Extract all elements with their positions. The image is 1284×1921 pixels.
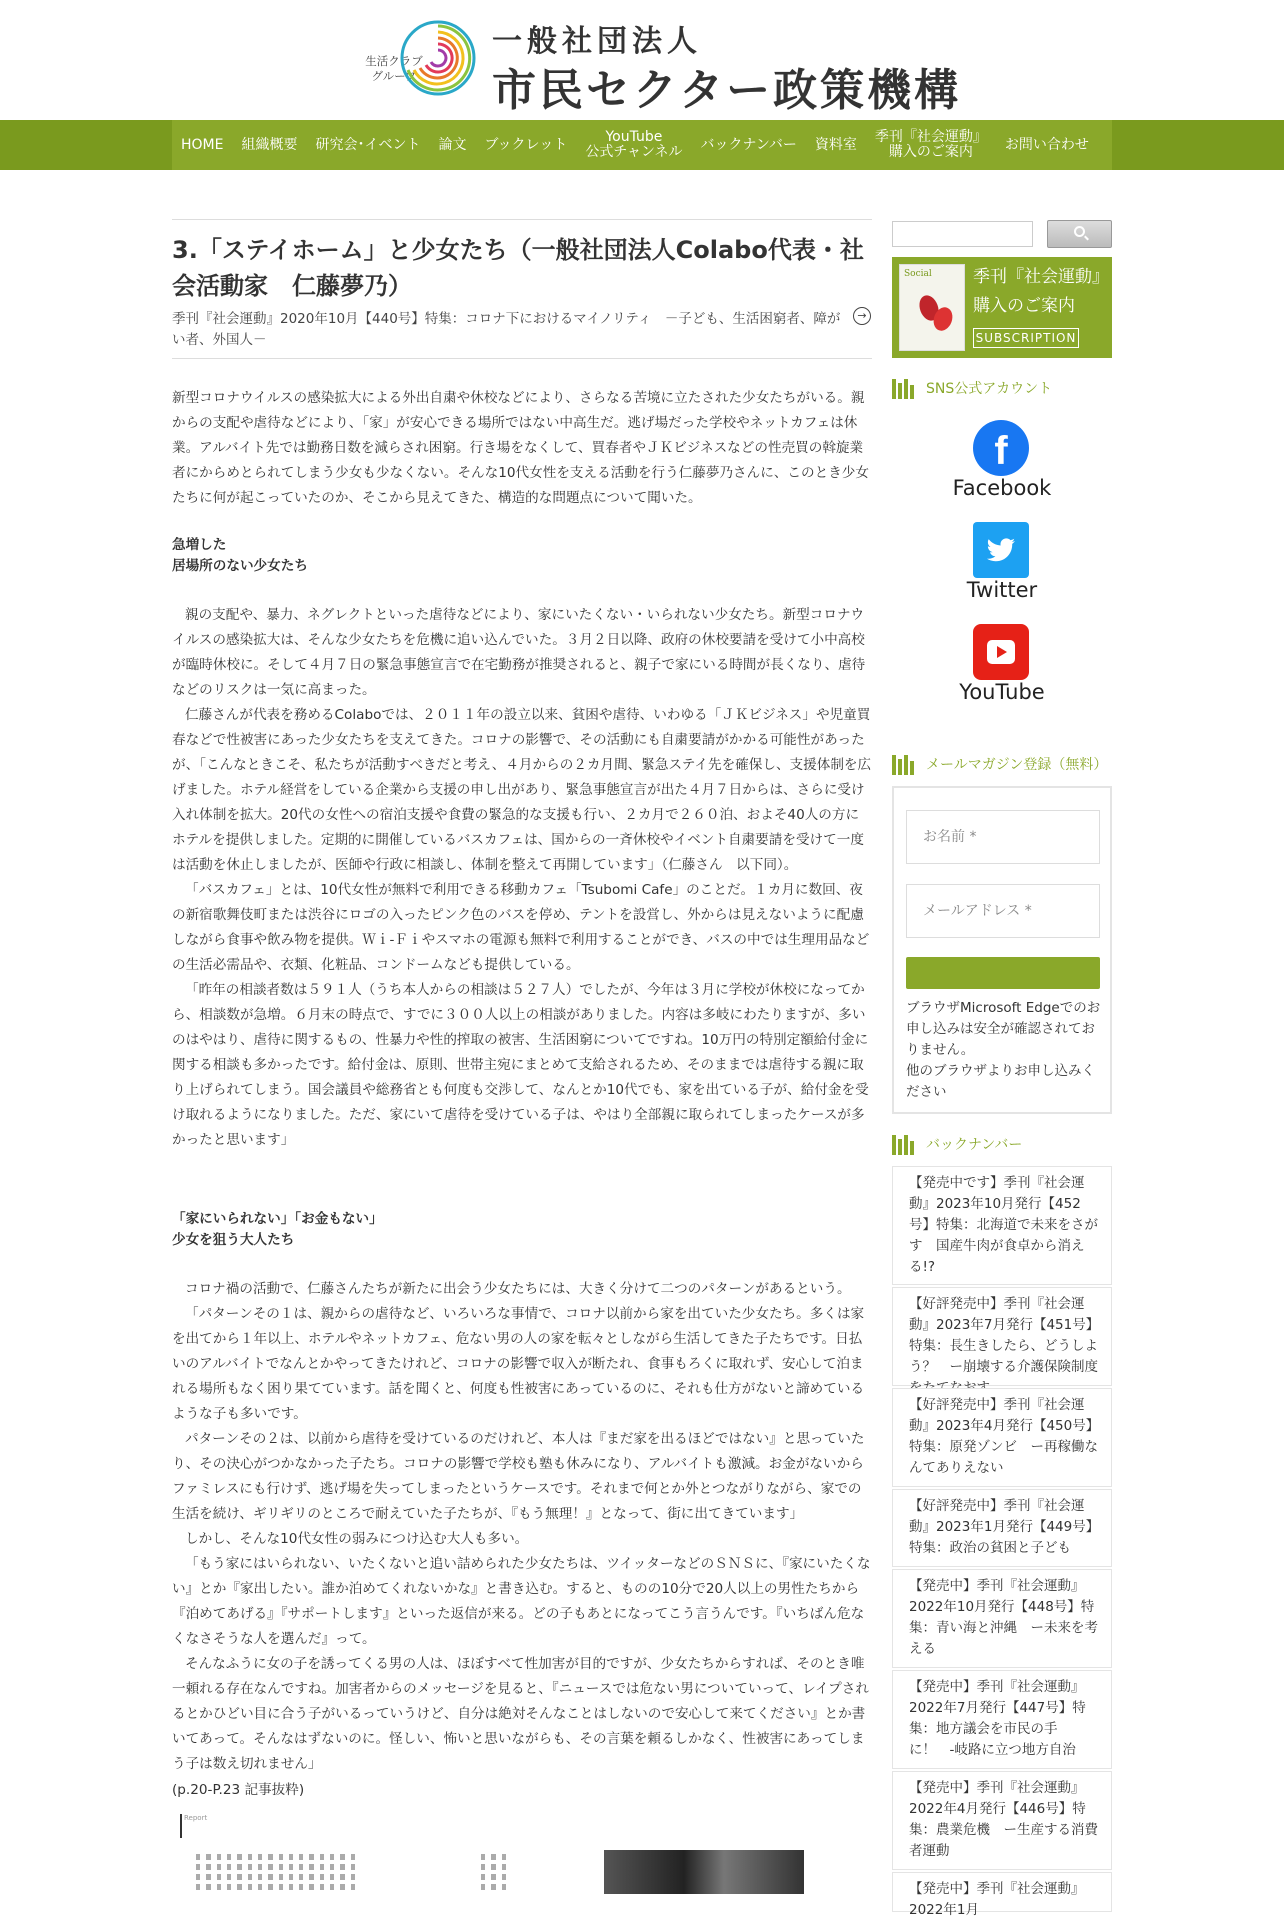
back-number-item[interactable]: 【好評発売中】季刊『社会運動』2023年7月発行【451号】特集：長生きしたら、どうしよう？ ー崩壊する介護保険制度	[892, 1287, 1112, 1386]
article-top-divider	[172, 219, 872, 220]
name-field[interactable]: お名前 *	[906, 810, 1100, 864]
source-note	[172, 1780, 872, 1800]
site-header	[0, 0, 1284, 120]
sns-widget-title	[892, 378, 1052, 400]
back-number-item[interactable]: 【発売中】季刊『社会運動』2022年10月発行【448号】特集：青い海と沖縄 ー未来を考える	[892, 1569, 1112, 1668]
scan-bracket	[180, 1814, 182, 1838]
youtube-label: YouTube	[959, 680, 1045, 704]
back-number-title-text: バックナンバー	[926, 1137, 1023, 1153]
group-label-line1: 生活クラブ	[365, 54, 423, 68]
rings-logo-icon	[398, 18, 478, 98]
search-button[interactable]	[1047, 220, 1112, 248]
nav-item-8[interactable]: 季刊『社会運動』 購入のご案内	[874, 129, 987, 160]
main-nav	[0, 120, 1284, 170]
nav-item-3[interactable]: 論文	[438, 136, 467, 153]
article-lead	[172, 386, 872, 511]
browser-notice: ブラウザMicrosoft Edgeでのお申し込みは安全が確認されておりません。 他のブラウザよりお申し込みください	[906, 1000, 1101, 1100]
back-number-item[interactable]: 【発売中です】季刊『社会運動』2023年10月発行【452号】特集：北海道で未来をさがす 国産牛肉が食卓から消える!?	[892, 1166, 1112, 1285]
org-name[interactable]: 市民セクター政策機構	[492, 65, 962, 116]
section2-paragraph: しかし、そんな10代女性の弱みにつけ込む大人も多い。	[185, 1531, 529, 1547]
back-number-item[interactable]: 【発売中】季刊『社会運動』2022年4月発行【446号】特集：農業危機 ー生産する消費者運動	[892, 1771, 1112, 1870]
main-nav-inner	[172, 120, 1112, 170]
twitter-label: Twitter	[966, 578, 1038, 602]
subscription-text	[973, 263, 1109, 321]
subscription-line1: 季刊『社会運動』	[973, 267, 1109, 287]
books-icon	[892, 379, 918, 399]
section-heading-2-line1: 「家にいられない」「お金もない」	[172, 1211, 383, 1227]
sns-widget-title-text: SNS公式アカウント	[926, 381, 1053, 397]
back-number-item[interactable]: 【発売中】季刊『社会運動』2022年7月発行【447号】特集：地方議会を市民の手に！ -岐路に立つ地方自治	[892, 1670, 1112, 1769]
nav-item-7[interactable]: 資料室	[814, 136, 857, 153]
newsletter-form	[892, 786, 1112, 1114]
group-label-line2: グループ	[371, 69, 417, 83]
article-section-1	[172, 603, 872, 1153]
back-number-item[interactable]: 【好評発売中】季刊『社会運動』2023年1月発行【449号】特集：政治の貧困と子ども	[892, 1489, 1112, 1567]
section2-paragraph: そんなふうに女の子を誘ってくる男の人は、ほぼすべて性加害が目的ですが、少女たちからすれば、そのとき唯一頼れる存在なんですね。加害者からのメッセージを見ると、『ニュースでは危ない男についていって、レイプされるとかひどい目に合う子がいるっていうけど、自分は絶対そんなことはしないので安心して来てください』とか書いてあって。そんなはずないのに。怪しい、怖いと思いながらも、その言葉を頼るしかなく、性被害にあってしまう子は数え切れません」	[172, 1656, 869, 1772]
magazine-cover-image	[899, 264, 965, 351]
subscription-line2: 購入のご案内	[973, 296, 1075, 316]
newsletter-submit-button[interactable]	[906, 957, 1100, 989]
books-icon	[892, 755, 918, 775]
section1-paragraph: 「昨年の相談者数は５９１人（うち本人からの相談は５２７人）でしたが、今年は３月に学校が休校になってから、相談数が急増。６月末の時点で、すでに３００人以上の相談がありました。内容は多岐にわたりますが、多いのはやはり、虐待に関するもの、性暴力や性的搾取の被害、生活困窮についてですね。10万円の特別定額給付金に関する相談も多かったです。給付金は、原則、世帯主宛にまとめて支給されるため、そのままでは虐待する親に取り上げられてしまう。国会議員や総務省とも何度も交渉して、なんとか10代でも、家を出ている子が、給付金を受け取れるようになりました。ただ、家にいて虐待を受けている子は、やはり全部親に取られてしまったケースが多かったと思います」	[172, 982, 869, 1148]
nav-item-0[interactable]: HOME	[181, 136, 224, 153]
section1-paragraph: 「バスカフェ」とは、10代女性が無料で利用できる移動カフェ「Tsubomi Cafe」のことだ。１カ月に数回、夜の新宿歌舞伎町または渋谷にロゴの入ったピンク色のバスを停め、テントを設営し、外からは見えないように配慮しながら食事や飲み物を提供。Ｗｉ-Ｆｉやスマホの電源も無料で利用することができ、バスの中では生理用品などの生活必需品や、衣類、化粧品、コンドームなども提供している。	[172, 882, 870, 973]
subscription-badge: SUBSCRIPTION	[973, 328, 1079, 348]
books-icon	[892, 1135, 918, 1155]
section1-paragraph: 親の支配や、暴力、ネグレクトといった虐待などにより、家にいたくない・いられない少女たち。新型コロナウイルスの感染拡大は、そんな少女たちを危機に追い込んでいた。３月２日以降、政府の休校要請を受けて小中高校が臨時休校に。そして４月７日の緊急事態宣言で在宅勤務が推奨されると、親子で家にいる時間が長くなり、虐待などのリスクは一気に高まった。	[172, 607, 866, 698]
mail-widget-title	[892, 754, 1107, 776]
section1-paragraph: 仁藤さんが代表を務めるColaboでは、２０１１年の設立以来、貧困や虐待、いわゆる「ＪＫビジネス」や児童買春などで性被害にあった少女たちを支えてきた。コロナの影響で、その活動にも自粛要請がかかる可能性があったが、「こんなときこそ、私たちが活動すべきだと考え、４月からの２カ月間、緊急ステイ先を確保し、支援体制を広げました。ホテル経営をしている企業から支援の申し出があり、緊急事態宣言が出た４月７日からは、さらに受け入れ体制を拡大。20代の女性への宿泊支援や食費の緊急的な支援も行い、２カ月で２６０泊、およそ40人の方にホテルを提供しました。定期的に開催しているバスカフェは、国からの一斉休校やイベント自粛要請を受けて一度は活動を休止しましたが、医師や行政に相談し、体制を整えて再開しています」（仁藤さん 以下同）。	[172, 707, 872, 873]
article-scan-image	[172, 1806, 872, 1894]
scan-vertical-text	[196, 1854, 506, 1894]
section2-paragraph: 「パターンその１は、親からの虐待など、いろいろな事情で、コロナ以前から家を出ていた少女たち。多くは家を出てから１年以上、ホテルやネットカフェ、危ない男の人の家を転々としながら生活してきた子たちです。日払いのアルバイトでなんとかやってきたけれど、コロナの影響で収入が断たれ、食事もろくに取れず、安心して泊まれる場所もなく困り果てています。話を聞くと、何度も性被害にあっているのに、それも仕方がないと諦めているような子も多いです。	[172, 1306, 865, 1422]
article-title: 3.「ステイホーム」と少女たち（一般社団法人Colabo代表・社会活動家 仁藤夢乃）	[172, 236, 864, 300]
facebook-label: Facebook	[952, 476, 1052, 500]
subscription-banner[interactable]	[892, 257, 1112, 358]
section2-paragraph: コロナ禍の活動で、仁藤さんたちが新たに出会う少女たちには、大きく分けて二つのパターンがあるという。	[185, 1281, 851, 1297]
section-heading-1-line1: 急増した	[172, 537, 227, 553]
back-number-item[interactable]: 【好評発売中】季刊『社会運動』2023年4月発行【450号】特集：原発ゾンビ ー再稼働なんてありえない	[892, 1388, 1112, 1487]
article-category-link[interactable]: 季刊『社会運動』2020年10月【440号】特集：コロナ下におけるマイノリティ －子ども、生活困窮者、障がい者、外国人－	[172, 311, 841, 348]
source-note-text: (p.20-P.23 記事抜粋)	[172, 1782, 305, 1798]
article-section-2	[172, 1277, 872, 1777]
magazine-title: Social	[904, 269, 932, 279]
mail-widget-title-text: メールマガジン登録（無料）	[926, 757, 1108, 773]
section-heading-1-line2: 居場所のない少女たち	[172, 558, 308, 574]
section2-paragraph: パターンその２は、以前から虐待を受けているのだけれど、本人は『まだ家を出るほどではない』と思っていたり、その決心がつかなかった子たち。コロナの影響で学校も塾も休みになり、アルバイトも激減。お金がないからファミレスにも行けず、逃げ場を失ってしまったというケースです。それまで何とか外とつながりながら、家での生活を続け、ギリギリのところで耐えていた子たちが、『もう無理！』となって、街に出てきています」	[172, 1431, 865, 1522]
back-number-widget-title	[892, 1134, 1022, 1156]
nav-item-5[interactable]: YouTube 公式チャンネル	[585, 129, 683, 160]
section-heading-1	[172, 535, 872, 577]
scan-photo	[604, 1850, 804, 1894]
scan-report-label: Report	[184, 1814, 208, 1822]
youtube-icon	[973, 624, 1029, 680]
search-input[interactable]	[892, 221, 1033, 247]
email-field[interactable]: メールアドレス *	[906, 884, 1100, 938]
meta-divider	[172, 358, 872, 359]
arrow-circle-right-icon[interactable]: →	[853, 307, 871, 325]
section-heading-2	[172, 1209, 872, 1251]
nav-item-9[interactable]: お問い合わせ	[1004, 136, 1089, 153]
twitter-icon	[973, 522, 1029, 578]
section-heading-2-line2: 少女を狙う大人たち	[172, 1232, 295, 1248]
org-subtitle: 一般社団法人	[492, 24, 702, 59]
nav-item-6[interactable]: バックナンバー	[700, 136, 797, 153]
section2-paragraph: 「もう家にはいられない、いたくないと追い詰められた少女たちは、ツイッターなどのＳＮＳに、『家にいたくない』とか『家出したい。誰か泊めてくれないかな』と書き込む。すると、ものの10分で20人以上の男性たちから『泊めてあげる』『サポートします』といった返信が来る。どの子もあとになってこう言うんです。『いちばん危なくなさそうな人を選んだ』って。	[172, 1556, 871, 1647]
nav-item-4[interactable]: ブックレット	[484, 136, 568, 153]
back-number-item[interactable]: 【発売中】季刊『社会運動』2022年1月	[892, 1872, 1112, 1912]
lead-paragraph: 新型コロナウイルスの感染拡大による外出自粛や休校などにより、さらなる苦境に立たされた少女たちがいる。親からの支配や虐待などにより、「家」が安心できる場所ではない中高生だ。逃げ場だった学校やネットカフェは休業。アルバイト先では勤務日数を減らされ困窮。行き場をなくして、買春者やＪＫビジネスなどの性売買の斡旋業者にからめとられてしまう少女も少なくない。そんな10代女性を支える活動を行う仁藤夢乃さんに、このとき少女たちに何が起こっていたのか、そこから見えてきた、構造的な問題点について聞いた。	[172, 390, 869, 506]
facebook-icon: f	[973, 420, 1029, 476]
site-logo[interactable]	[358, 16, 468, 102]
nav-item-2[interactable]: 研究会･イベント	[315, 136, 421, 153]
search-icon	[1074, 226, 1085, 237]
nav-item-1[interactable]: 組織概要	[241, 136, 298, 153]
